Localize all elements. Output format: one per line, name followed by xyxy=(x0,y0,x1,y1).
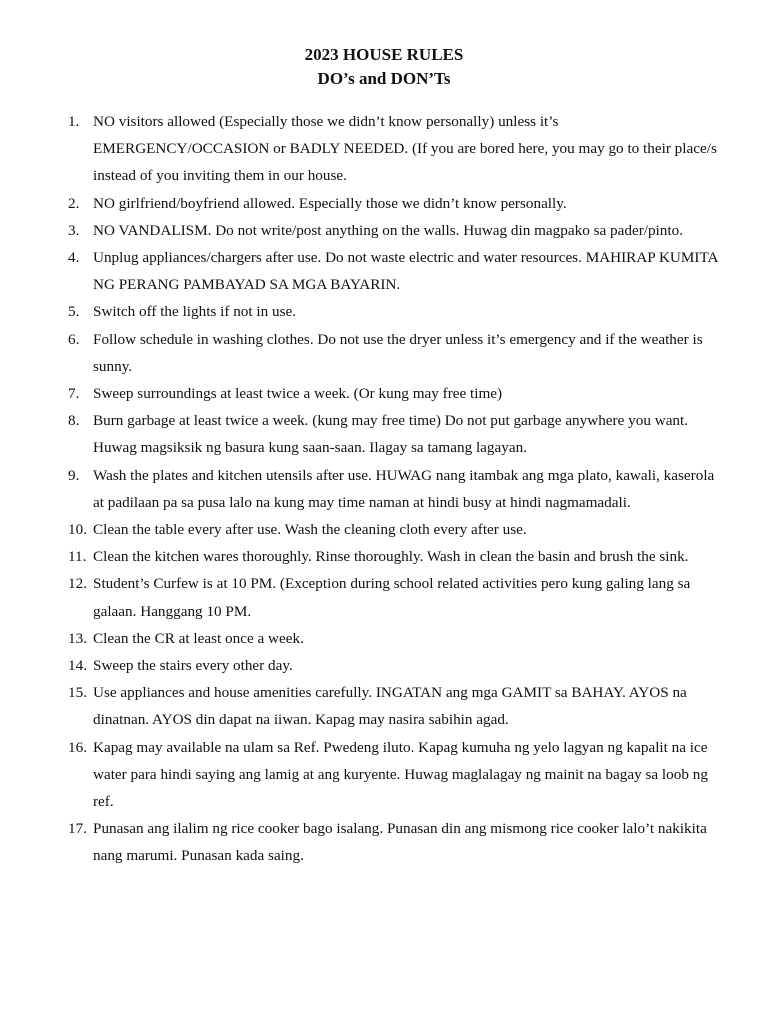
rule-item-14 xyxy=(68,652,720,679)
rule-text: Student’s Curfew is at 10 PM. (Exception during school related activities pero kung galing lang sa galaan. Hanggang 10 PM. xyxy=(93,575,691,620)
rule-number: 11. xyxy=(68,548,87,566)
rule-number: 3. xyxy=(68,221,80,239)
rule-number: 13. xyxy=(68,629,87,647)
document-title: 2023 HOUSE RULES xyxy=(304,45,464,64)
rule-item-9 xyxy=(68,462,720,516)
rule-text: NO VANDALISM. Do not write/post anything on the walls. Huwag din magpako sa pader/pinto. xyxy=(93,221,683,239)
rules-list xyxy=(68,108,720,870)
rule-number: 16. xyxy=(68,738,87,756)
rule-number: 17. xyxy=(68,820,87,838)
rule-number: 6. xyxy=(68,330,80,348)
rule-item-16 xyxy=(68,734,720,816)
rule-item-13 xyxy=(68,625,720,652)
rule-number: 8. xyxy=(68,412,80,430)
rule-item-6 xyxy=(68,326,720,380)
rule-item-4 xyxy=(68,244,720,298)
rule-number: 2. xyxy=(68,194,80,212)
rule-text: Use appliances and house amenities carefully. INGATAN ang mga GAMIT sa BAHAY. AYOS na dinatnan. AYOS din dapat na iiwan. Kapag may nasira sabihin agad. xyxy=(93,684,687,729)
rule-number: 10. xyxy=(68,521,87,539)
rule-text: NO girlfriend/boyfriend allowed. Especially those we didn’t know personally. xyxy=(93,194,567,212)
rule-number: 12. xyxy=(68,575,87,593)
rule-number: 4. xyxy=(68,249,80,267)
rule-text: Switch off the lights if not in use. xyxy=(93,303,297,321)
rule-text: Unplug appliances/chargers after use. Do not waste electric and water resources. MAHIRAP KUMITA NG PERANG PAMBAYAD SA MGA BAYARIN. xyxy=(93,249,718,294)
rule-item-15 xyxy=(68,679,720,733)
document-subtitle: DO’s and DON’Ts xyxy=(317,69,451,88)
rule-item-12 xyxy=(68,570,720,624)
rule-text: Sweep the stairs every other day. xyxy=(93,657,293,675)
rule-item-3 xyxy=(68,217,720,244)
rule-number: 14. xyxy=(68,657,87,675)
rule-text: NO visitors allowed (Especially those we didn’t know personally) unless it’s EMERGENCY/OCCASION or BADLY NEEDED. (If you are bored here, you may go to their place/s instead of you inviting them in our house. xyxy=(93,113,717,185)
rule-text: Burn garbage at least twice a week. (kung may free time) Do not put garbage anywhere you want. Huwag magsiksik ng basura kung saan-saan. Ilagay sa tamang lagayan. xyxy=(93,412,689,457)
rule-item-1 xyxy=(68,108,720,190)
rule-text: Sweep surroundings at least twice a week. (Or kung may free time) xyxy=(93,385,503,403)
rule-number: 9. xyxy=(68,466,80,484)
rule-text: Punasan ang ilalim ng rice cooker bago isalang. Punasan din ang mismong rice cooker lalo’t nakikita nang marumi. Punasan kada saing. xyxy=(93,820,707,865)
rule-text: Clean the CR at least once a week. xyxy=(93,629,304,647)
rule-text: Wash the plates and kitchen utensils after use. HUWAG nang itambak ang mga plato, kawali, kaserola at padilaan pa sa pusa lalo na kung may time naman at hindi busy at hindi nagmamadali. xyxy=(93,466,715,511)
rule-item-2 xyxy=(68,190,720,217)
rule-item-5 xyxy=(68,298,720,325)
rule-text: Kapag may available na ulam sa Ref. Pwedeng iluto. Kapag kumuha ng yelo lagyan ng kapalit na ice water para hindi saying ang lamig at ang kuryente. Huwag maglalagay ng mainit na bagay sa loob ng ref. xyxy=(93,738,708,811)
rule-number: 15. xyxy=(68,684,87,702)
rule-item-7 xyxy=(68,380,720,407)
rule-text: Clean the kitchen wares thoroughly. Rinse thoroughly. Wash in clean the basin and brush the sink. xyxy=(93,548,689,566)
rule-number: 7. xyxy=(68,385,80,403)
rule-number: 1. xyxy=(68,113,80,130)
rule-text: Follow schedule in washing clothes. Do not use the dryer unless it’s emergency and if the weather is sunny. xyxy=(93,330,703,375)
rule-item-8 xyxy=(68,407,720,461)
rule-number: 5. xyxy=(68,303,80,321)
rule-item-10 xyxy=(68,516,720,543)
rule-item-11 xyxy=(68,543,720,570)
rule-item-17 xyxy=(68,815,720,869)
rule-text: Clean the table every after use. Wash the cleaning cloth every after use. xyxy=(93,521,527,539)
